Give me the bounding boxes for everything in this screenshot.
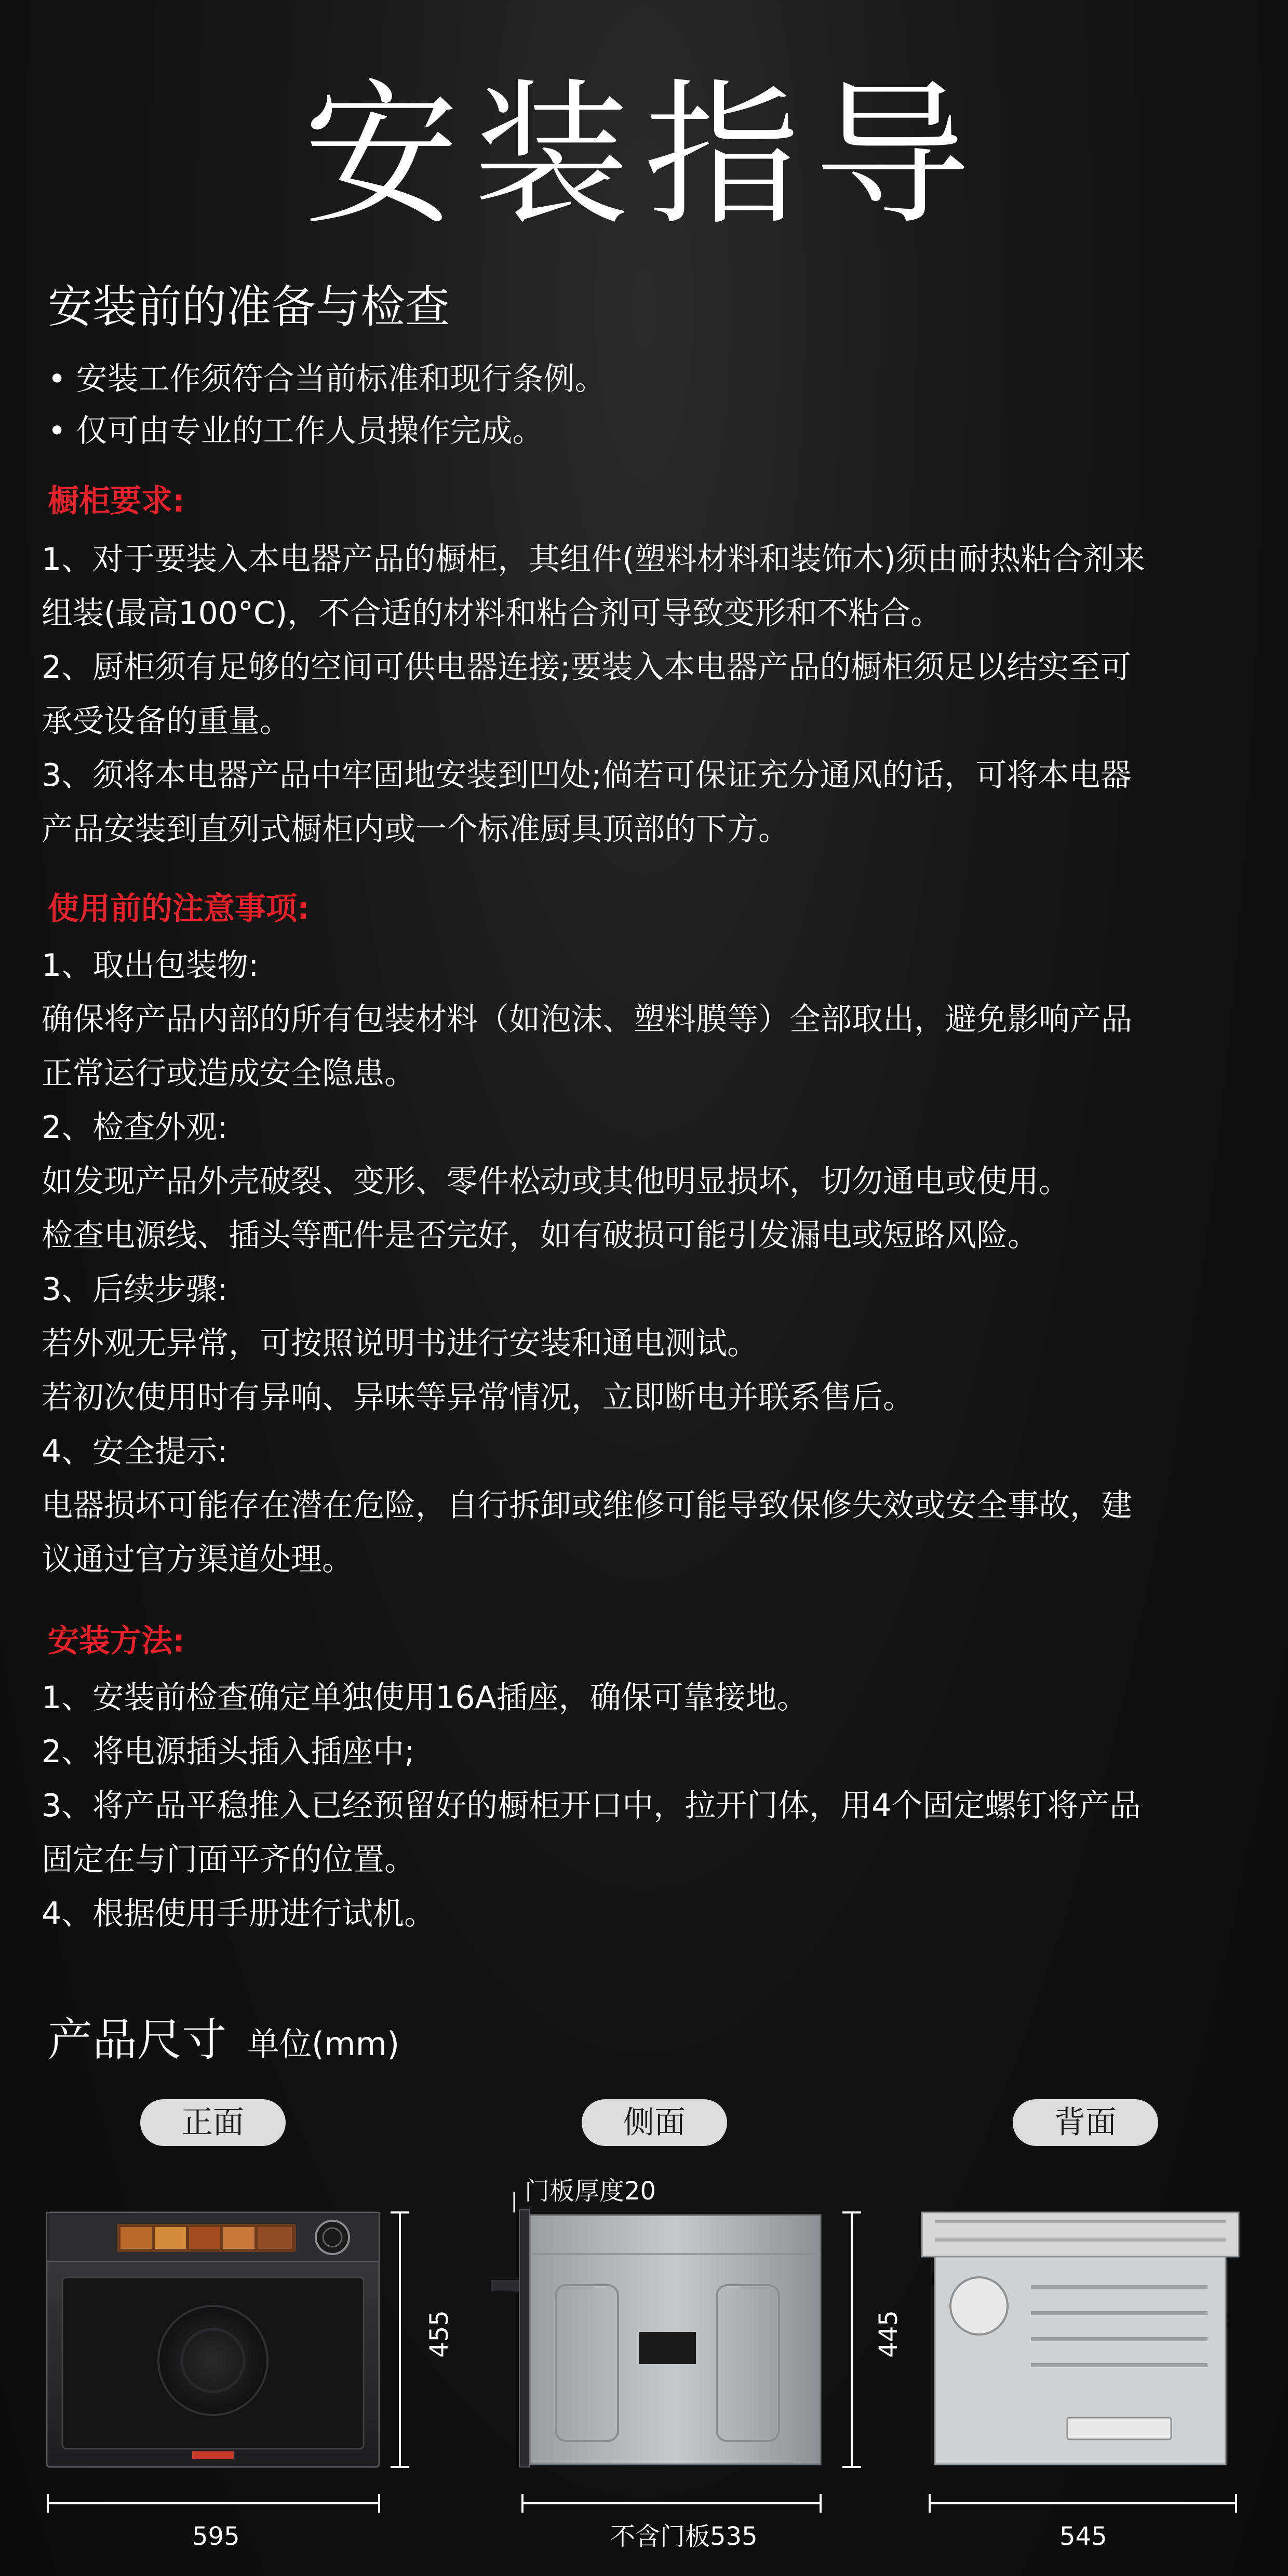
notice-line: 正常运行或造成安全隐患。 bbox=[42, 1055, 415, 1092]
dimension-drawings bbox=[0, 2161, 1288, 2576]
cabinet-line: 承受设备的重量。 bbox=[42, 703, 291, 740]
back-width-label: 545 bbox=[1059, 2522, 1107, 2551]
prep-heading: 安装前的准备与检查 bbox=[48, 281, 450, 333]
notice-text bbox=[42, 938, 1252, 1587]
notice-line: 若初次使用时有异响、异味等异常情况，立即断电并联系售后。 bbox=[42, 1379, 914, 1416]
back-dimension-lines bbox=[930, 2494, 1236, 2513]
notice-line: 1、取出包装物: bbox=[42, 947, 259, 984]
cabinet-line: 2、厨柜须有足够的空间可供电器连接;要装入本电器产品的橱柜须足以结实至可 bbox=[42, 649, 1132, 686]
cabinet-line: 3、须将本电器产品中牢固地安装到凹处;倘若可保证充分通风的话，可将本电器 bbox=[42, 757, 1132, 794]
notice-line: 4、安全提示: bbox=[42, 1433, 228, 1470]
notice-line: 电器损坏可能存在潜在危险，自行拆卸或维修可能导致保修失效或安全事故，建 bbox=[42, 1487, 1132, 1524]
prep-bullet: • 安装工作须符合当前标准和现行条例。 bbox=[48, 353, 606, 405]
side-oven-image bbox=[491, 2210, 821, 2467]
notice-line: 检查电源线、插头等配件是否完好，如有破损可能引发漏电或短路风险。 bbox=[42, 1217, 1039, 1254]
method-line: 1、安装前检查确定单独使用16A插座，确保可靠接地。 bbox=[42, 1680, 808, 1716]
dimensions-title: 产品尺寸 bbox=[48, 2014, 226, 2066]
side-door-note: 门板厚度20 bbox=[525, 2177, 656, 2206]
method-line: 固定在与门面平齐的位置。 bbox=[42, 1842, 415, 1878]
method-line: 4、根据使用手册进行试机。 bbox=[42, 1896, 436, 1932]
cabinet-line: 组装(最高100°C)，不合适的材料和粘合剂可导致变形和不粘合。 bbox=[42, 595, 942, 632]
cabinet-text bbox=[42, 532, 1252, 856]
cabinet-line: 1、对于要装入本电器产品的橱柜，其组件(塑料材料和装饰木)须由耐热粘合剂来 bbox=[42, 541, 1145, 578]
dimensions-unit: 单位(mm) bbox=[247, 2025, 400, 2063]
notice-line: 如发现产品外壳破裂、变形、零件松动或其他明显损坏，切勿通电或使用。 bbox=[42, 1163, 1070, 1200]
notice-line: 若外观无异常，可按照说明书进行安装和通电测试。 bbox=[42, 1325, 758, 1362]
view-tag-side: 侧面 bbox=[582, 2099, 727, 2146]
side-height-label: 445 bbox=[874, 2310, 903, 2358]
cabinet-line: 产品安装到直列式橱柜内或一个标准厨具顶部的下方。 bbox=[42, 811, 789, 848]
notice-line: 议通过官方渠道处理。 bbox=[42, 1541, 353, 1578]
notice-heading: 使用前的注意事项: bbox=[48, 891, 310, 927]
side-width-label: 不含门板535 bbox=[610, 2522, 758, 2551]
front-width-label: 595 bbox=[192, 2522, 240, 2551]
page-title: 安装指导 bbox=[303, 65, 985, 246]
method-line: 2、将电源插头插入插座中; bbox=[42, 1734, 415, 1770]
notice-line: 确保将产品内部的所有包装材料（如泡沫、塑料膜等）全部取出，避免影响产品 bbox=[42, 1001, 1132, 1038]
front-oven-image bbox=[47, 2212, 379, 2467]
prep-bullet: • 仅可由专业的工作人员操作完成。 bbox=[48, 405, 606, 457]
method-text bbox=[42, 1671, 1252, 1941]
front-height-label: 455 bbox=[424, 2310, 454, 2358]
dimensions-heading bbox=[48, 2014, 400, 2066]
method-line: 3、将产品平稳推入已经预留好的橱柜开口中，拉开门体，用4个固定螺钉将产品 bbox=[42, 1788, 1141, 1824]
view-tag-front: 正面 bbox=[140, 2099, 286, 2146]
back-oven-image bbox=[922, 2212, 1239, 2464]
notice-line: 2、检查外观: bbox=[42, 1109, 228, 1146]
view-tag-back: 背面 bbox=[1013, 2099, 1158, 2146]
notice-line: 3、后续步骤: bbox=[42, 1271, 228, 1308]
method-heading: 安装方法: bbox=[48, 1623, 185, 1659]
prep-bullets bbox=[48, 353, 606, 457]
cabinet-heading: 橱柜要求: bbox=[48, 483, 185, 519]
